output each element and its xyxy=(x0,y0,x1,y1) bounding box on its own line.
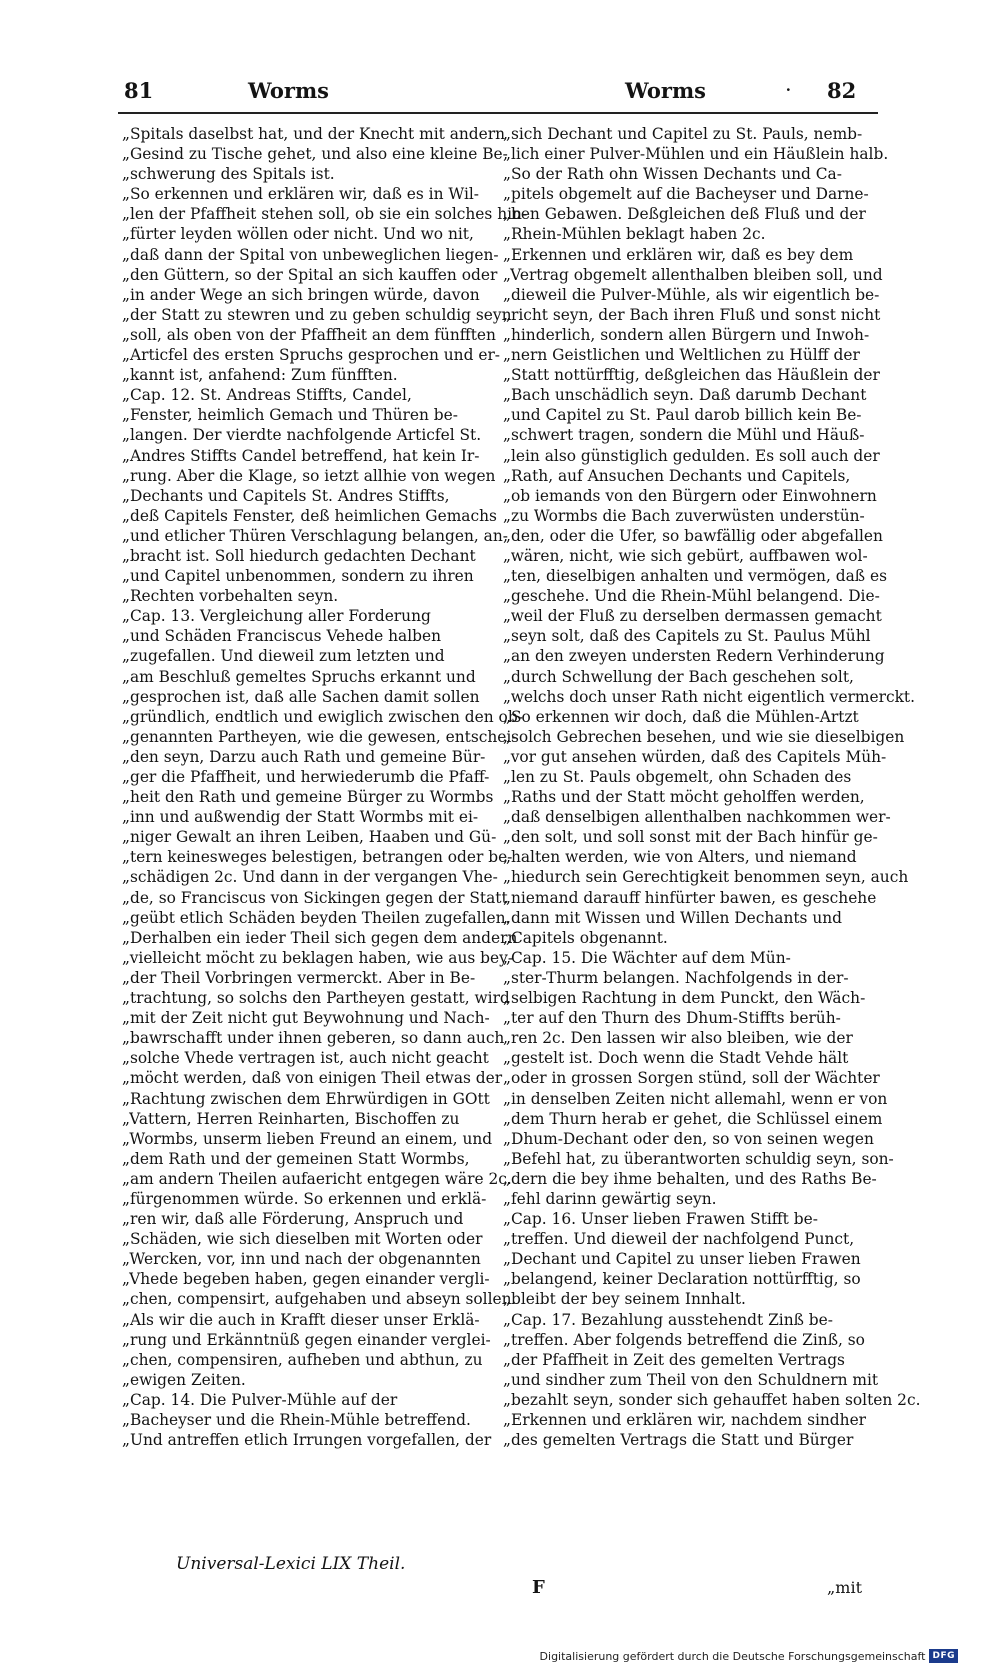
text-line: „pitels obgemelt auf die Bacheyser und Darne- xyxy=(503,185,869,204)
text-line: „Vattern, Herren Reinharten, Bischoffen zu xyxy=(122,1109,460,1128)
text-line: „wären, nicht, wie sich gebürt, auffbawen wol- xyxy=(503,546,868,565)
text-line: „sich Dechant und Capitel zu St. Pauls, nemb- xyxy=(503,125,863,143)
text-line: „treffen. Und dieweil der nachfolgend Punct, xyxy=(503,1230,855,1249)
text-line: „chen, compensirt, aufgehaben und abseyn sollen. xyxy=(122,1290,517,1309)
text-line: „Fenster, heimlich Gemach und Thüren be- xyxy=(122,406,458,425)
text-line: „dann mit Wissen und Willen Dechants und xyxy=(503,908,843,927)
text-line: „ewigen Zeiten. xyxy=(122,1370,246,1389)
text-line: „bracht ist. Soll hiedurch gedachten Dechant xyxy=(122,546,476,565)
text-line: „Raths und der Statt möcht geholffen werden, xyxy=(503,788,865,807)
text-line: „niemand darauff hinfürter bawen, es geschehe xyxy=(503,888,877,907)
text-line: „rung und Erkänntnüß gegen einander verglei- xyxy=(122,1330,491,1349)
text-line: „langen. Der vierdte nachfolgende Articfel St. xyxy=(122,426,482,445)
text-line: „bawrschafft under ihnen geberen, so dann auch xyxy=(122,1029,505,1048)
text-line: „deß Capitels Fenster, deß heimlichen Gemachs xyxy=(122,506,497,525)
text-line: „ten, dieselbigen anhalten und vermögen, daß es xyxy=(503,567,887,586)
text-line: „zu Wormbs die Bach zuverwüsten understün- xyxy=(503,506,865,525)
text-line: „hiedurch sein Gerechtigkeit benommen seyn, auch xyxy=(503,868,909,887)
text-line: „heit den Rath und gemeine Bürger zu Wormbs xyxy=(122,788,494,807)
text-line: „inn und außwendig der Statt Wormbs mit ei- xyxy=(122,808,479,827)
text-line: „den solt, und soll sonst mit der Bach hinfür ge- xyxy=(503,828,878,847)
running-header xyxy=(120,78,880,112)
text-line: „und Capitel unbenommen, sondern zu ihren xyxy=(122,567,474,586)
text-line: „tern keinesweges belestigen, betrangen oder be- xyxy=(122,848,513,867)
text-line: „Wercken, vor, inn und nach der obgenannten xyxy=(122,1250,481,1269)
text-line: „fürter leyden wöllen oder nicht. Und wo nit, xyxy=(122,225,474,244)
text-line: „Andres Stiffts Candel betreffend, hat kein Ir- xyxy=(122,446,480,465)
text-line: „den seyn, Darzu auch Rath und gemeine Bür- xyxy=(122,747,486,766)
text-line: „bleibt der bey seinem Innhalt. xyxy=(503,1290,746,1309)
text-line: „daß denselbigen allenthalben nachkommen wer- xyxy=(503,808,891,827)
text-line: „dern die bey ihme behalten, und des Raths Be- xyxy=(503,1169,877,1188)
text-line: „Dechant und Capitel zu unser lieben Frawen xyxy=(503,1250,861,1269)
text-line: „dem Thurn herab er gehet, die Schlüssel einem xyxy=(503,1109,883,1128)
text-line: „Als wir die auch in Krafft dieser unser Erklä- xyxy=(122,1310,480,1329)
text-line: „Dechants und Capitels St. Andres Stiffts, xyxy=(122,486,450,505)
text-line: „Derhalben ein ieder Theil sich gegen dem andern xyxy=(122,928,518,947)
text-line: „geübt etlich Schäden beyden Theilen zugefallen. xyxy=(122,908,511,927)
text-line: „ren 2c. Den lassen wir also bleiben, wie der xyxy=(503,1029,853,1048)
text-line: „durch Schwellung der Bach geschehen solt, xyxy=(503,667,854,686)
text-line: „und sindher zum Theil von den Schuldnern mit xyxy=(503,1370,879,1389)
running-title-right: Worms xyxy=(625,78,706,103)
text-line: „mit der Zeit nicht gut Beywohnung und Nach- xyxy=(122,1009,490,1028)
text-line: „in denselben Zeiten nicht allemahl, wenn er von xyxy=(503,1089,888,1108)
text-line: „schwert tragen, sondern die Mühl und Häuß- xyxy=(503,426,865,445)
text-line: „So erkennen und erklären wir, daß es in Wil- xyxy=(122,185,480,204)
text-line: „treffen. Aber folgends betreffend die Zinß, so xyxy=(503,1330,865,1349)
text-line: „selbigen Rachtung in dem Punckt, den Wäch- xyxy=(503,989,866,1008)
text-line: „weil der Fluß zu derselben dermassen gemacht xyxy=(503,607,882,626)
text-line: „geschehe. Und die Rhein-Mühl belangend. Die- xyxy=(503,587,880,606)
right-column xyxy=(503,124,921,1450)
text-line: „So erkennen wir doch, daß die Mühlen-Artzt xyxy=(503,707,859,726)
text-line: „solch Gebrechen besehen, und wie sie dieselbigen xyxy=(503,727,905,746)
text-line: „vielleicht möcht zu beklagen haben, wie aus bey- xyxy=(122,948,514,967)
text-line: „richt seyn, der Bach ihren Fluß und sonst nicht xyxy=(503,305,881,324)
text-line: „des gemelten Vertrags die Statt und Bürger xyxy=(503,1431,854,1450)
text-line: „Cap. 13. Vergleichung aller Forderung xyxy=(122,607,431,626)
text-line: „Schäden, wie sich dieselben mit Worten oder xyxy=(122,1230,483,1249)
text-line: „Cap. 16. Unser lieben Frawen Stifft be- xyxy=(503,1210,818,1229)
text-line: „soll, als oben von der Pfaffheit an dem fünfften xyxy=(122,325,496,344)
text-line: „und etlicher Thüren Verschlagung belangen, an- xyxy=(122,526,508,545)
text-line: „chen, compensiren, aufheben und abthun, zu xyxy=(122,1350,483,1369)
text-line: „dieweil die Pulver-Mühle, als wir eigentlich be- xyxy=(503,285,880,304)
text-line: „ster-Thurm belangen. Nachfolgends in der- xyxy=(503,968,849,987)
dfg-logo: DFG xyxy=(929,1649,958,1663)
text-line: „lein also günstiglich gedulden. Es soll auch der xyxy=(503,446,880,465)
text-line: „kannt ist, anfahend: Zum fünfften. xyxy=(122,366,398,385)
text-line: „len zu St. Pauls obgemelt, ohn Schaden des xyxy=(503,768,852,786)
page-number-right: 82 xyxy=(827,78,857,103)
text-line: „Capitels obgenannt. xyxy=(503,928,668,947)
text-line: „seyn solt, daß des Capitels zu St. Paulus Mühl xyxy=(503,627,871,646)
text-line: „ger die Pfaffheit, und herwiederumb die Pfaff- xyxy=(122,768,490,786)
page-number-left: 81 xyxy=(124,78,154,103)
text-line: „und Capitel zu St. Paul darob billich kein Be- xyxy=(503,406,862,425)
text-line: „Befehl hat, zu überantworten schuldig seyn, son- xyxy=(503,1149,894,1168)
text-line: „Articfel des ersten Spruchs gesprochen und er- xyxy=(122,346,501,365)
text-line: „vor gut ansehen würden, daß des Capitels Müh- xyxy=(503,747,887,766)
text-line: „am andern Theilen aufaericht entgegen wäre 2c. xyxy=(122,1169,512,1188)
text-line: „niger Gewalt an ihren Leiben, Haaben und Gü- xyxy=(122,828,497,847)
text-line: „Und antreffen etlich Irrungen vorgefallen, der xyxy=(122,1431,492,1450)
text-line: „Erkennen und erklären wir, nachdem sindher xyxy=(503,1411,867,1429)
text-line: „de, so Franciscus von Sickingen gegen der Statt xyxy=(122,888,508,907)
running-title-left: Worms xyxy=(248,78,329,103)
text-line: „ob iemands von den Bürgern oder Einwohnern xyxy=(503,486,877,505)
text-line: „Bacheyser und die Rhein-Mühle betreffend. xyxy=(122,1411,471,1429)
volume-signature: Universal-Lexici LIX Theil. xyxy=(176,1554,406,1574)
text-line: „nern Geistlichen und Weltlichen zu Hülff der xyxy=(503,346,860,365)
text-line: „in ander Wege an sich bringen würde, davon xyxy=(122,285,480,304)
text-line: „der Statt zu stewren und zu geben schuldig seyn xyxy=(122,305,512,324)
text-line: „Wormbs, unserm lieben Freund an einem, und xyxy=(122,1129,493,1148)
text-line: „Cap. 17. Bezahlung ausstehendt Zinß be- xyxy=(503,1310,833,1329)
text-line: „der Pfaffheit in Zeit des gemelten Vertrags xyxy=(503,1350,845,1369)
text-line: „Rechten vorbehalten seyn. xyxy=(122,587,339,606)
text-line: „len der Pfaffheit stehen soll, ob sie ein solches hin- xyxy=(122,205,528,224)
text-line: „oder in grossen Sorgen stünd, soll der Wächter xyxy=(503,1069,880,1088)
credit-text: Digitalisierung gefördert durch die Deutsche Forschungsgemeinschaft xyxy=(539,1649,926,1663)
text-line: „den Güttern, so der Spital an sich kauffen oder xyxy=(122,265,498,284)
left-column xyxy=(122,124,528,1450)
text-line: „ren wir, daß alle Förderung, Anspruch und xyxy=(122,1210,464,1229)
text-line: „ter auf den Thurn des Dhum-Stiffts berüh- xyxy=(503,1009,841,1028)
text-line: „gründlich, endtlich und ewiglich zwischen den ob- xyxy=(122,707,523,726)
text-line: „den, oder die Ufer, so bawfällig oder abgefallen xyxy=(503,526,883,545)
text-line: „dem Rath und der gemeinen Statt Wormbs, xyxy=(122,1149,470,1168)
text-line: „schädigen 2c. Und dann in der vergangen Vhe- xyxy=(122,868,498,887)
text-line: „der Theil Vorbringen vermerckt. Aber in Be- xyxy=(122,968,476,987)
catchword: „mit xyxy=(827,1578,863,1597)
text-line: „Erkennen und erklären wir, daß es bey dem xyxy=(503,245,854,264)
text-line: „Rath, auf Ansuchen Dechants und Capitels, xyxy=(503,466,851,485)
digitization-credit xyxy=(540,1647,958,1665)
text-line: „fehl darinn gewärtig seyn. xyxy=(503,1189,717,1208)
text-line: „am Beschluß gemeltes Spruchs erkannt und xyxy=(122,667,476,686)
text-line: „schwerung des Spitals ist. xyxy=(122,165,335,184)
text-line: „Cap. 15. Die Wächter auf dem Mün- xyxy=(503,948,791,967)
header-dot: · xyxy=(785,78,792,102)
header-rule xyxy=(118,112,878,114)
text-line: „Vertrag obgemelt allenthalben bleiben soll, und xyxy=(503,265,883,284)
text-line: „Rhein-Mühlen beklagt haben 2c. xyxy=(503,225,766,244)
text-line: „Statt nottürfftig, deßgleichen das Häußlein der xyxy=(503,366,880,385)
text-line: „genannten Partheyen, wie die gewesen, entschei- xyxy=(122,727,517,746)
text-line: „an den zweyen understen Redern Verhinderung xyxy=(503,647,885,666)
text-line: „halten werden, wie von Alters, und niemand xyxy=(503,848,857,867)
text-line: „rung. Aber die Klage, so ietzt allhie von wegen xyxy=(122,466,496,485)
text-line: „gesprochen ist, daß alle Sachen damit sollen xyxy=(122,687,480,706)
text-line: „Bach unschädlich seyn. Daß darumb Dechant xyxy=(503,386,867,405)
text-line: „fürgenommen würde. So erkennen und erklä- xyxy=(122,1189,487,1208)
text-line: „solche Vhede vertragen ist, auch nicht geacht xyxy=(122,1049,489,1068)
text-line: „Vhede begeben haben, gegen einander vergli- xyxy=(122,1270,490,1289)
text-line: „bezahlt seyn, sonder sich gehauffet haben solten 2c. xyxy=(503,1390,921,1409)
text-line: „zugefallen. Und dieweil zum letzten und xyxy=(122,647,445,666)
text-line: „Dhum-Dechant oder den, so von seinen wegen xyxy=(503,1129,874,1148)
text-line: „So der Rath ohn Wissen Dechants und Ca- xyxy=(503,165,842,184)
text-line: „belangend, keiner Declaration nottürfftig, so xyxy=(503,1270,861,1289)
text-line: „welchs doch unser Rath nicht eigentlich vermerckt. xyxy=(503,687,916,706)
text-line: „daß dann der Spital von unbeweglichen liegen- xyxy=(122,245,499,264)
text-line: „möcht werden, daß von einigen Theil etwas der xyxy=(122,1069,503,1088)
gathering-signature: F xyxy=(532,1577,545,1598)
text-line: „hinderlich, sondern allen Bürgern und Inwoh- xyxy=(503,325,870,344)
text-line: „Spitals daselbst hat, und der Knecht mit andern xyxy=(122,125,506,143)
text-line: „trachtung, so solchs den Partheyen gestatt, wird xyxy=(122,989,510,1008)
text-line: „Rachtung zwischen dem Ehrwürdigen in GOtt xyxy=(122,1089,490,1108)
text-line: „Cap. 14. Die Pulver-Mühle auf der xyxy=(122,1390,398,1409)
text-line: „Cap. 12. St. Andreas Stiffts, Candel, xyxy=(122,386,412,405)
text-line: „ben Gebawen. Deßgleichen deß Fluß und der xyxy=(503,205,866,224)
text-line: „gestelt ist. Doch wenn die Stadt Vehde hält xyxy=(503,1049,849,1068)
text-line: „Gesind zu Tische gehet, und also eine kleine Be- xyxy=(122,145,508,164)
text-line: „und Schäden Franciscus Vehede halben xyxy=(122,627,442,646)
text-line: „lich einer Pulver-Mühlen und ein Häußlein halb. xyxy=(503,145,889,164)
